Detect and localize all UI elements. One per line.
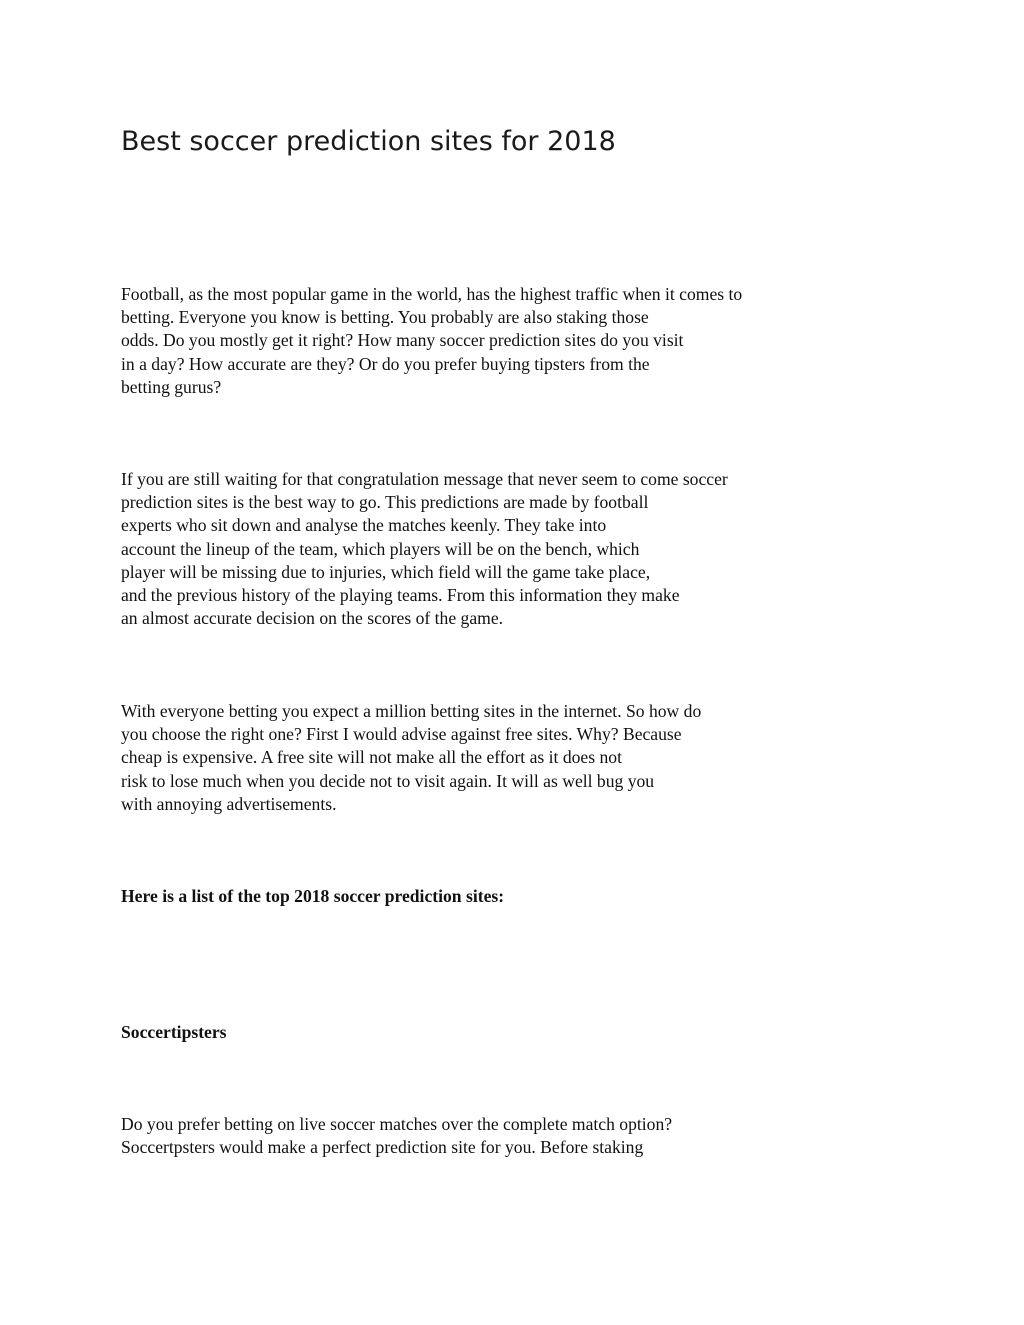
- text-line: Soccertpsters would make a perfect prediction site for you. Before staking: [121, 1137, 644, 1158]
- text-line: account the lineup of the team, which players will be on the bench, which: [121, 538, 640, 559]
- text-line: player will be missing due to injuries, which field will the game take place,: [121, 561, 651, 582]
- text-line: an almost accurate decision on the scores of the game.: [121, 608, 504, 629]
- text-line: odds. Do you mostly get it right? How many soccer prediction sites do you visit: [121, 330, 684, 351]
- text-line: experts who sit down and analyse the matches keenly. They take into: [121, 515, 607, 536]
- prediction-sites-paragraph: [121, 468, 728, 630]
- text-line: Football, as the most popular game in the world, has the highest traffic when it comes to: [121, 284, 743, 304]
- text-line: With everyone betting you expect a million betting sites in the internet. So how do: [121, 701, 702, 721]
- choosing-site-paragraph: [121, 700, 701, 816]
- text-line: prediction sites is the best way to go. This predictions are made by football: [121, 492, 649, 513]
- text-line: in a day? How accurate are they? Or do you prefer buying tipsters from the: [121, 353, 650, 374]
- soccertipsters-paragraph: [121, 1113, 672, 1159]
- document-title: Best soccer prediction sites for 2018: [121, 126, 616, 157]
- text-line: betting. Everyone you know is betting. You probably are also staking those: [121, 307, 649, 328]
- text-line: you choose the right one? First I would advise against free sites. Why? Because: [121, 724, 682, 745]
- text-line: with annoying advertisements.: [121, 793, 337, 814]
- section-heading-soccertipsters: [121, 1021, 227, 1044]
- text-line: risk to lose much when you decide not to visit again. It will as well bug you: [121, 770, 655, 791]
- text-line: Do you prefer betting on live soccer matches over the complete match option?: [121, 1114, 673, 1134]
- text-line: and the previous history of the playing teams. From this information they make: [121, 585, 680, 606]
- text-line: If you are still waiting for that congratulation message that never seem to come soccer: [121, 469, 728, 489]
- text-line: cheap is expensive. A free site will not make all the effort as it does not: [121, 747, 622, 768]
- text-line: Soccertipsters: [121, 1022, 227, 1042]
- text-line: betting gurus?: [121, 376, 222, 397]
- text-line: Here is a list of the top 2018 soccer prediction sites:: [121, 886, 505, 906]
- intro-paragraph: [121, 283, 742, 399]
- list-heading: [121, 885, 504, 908]
